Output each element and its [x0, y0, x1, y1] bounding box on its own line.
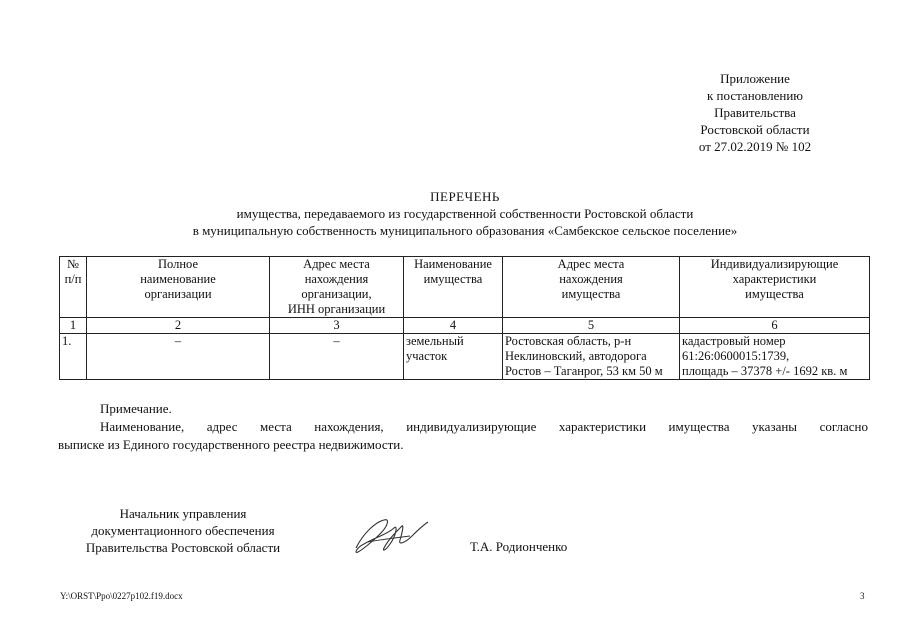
column-header: Адрес места нахождения организации, ИНН организации — [270, 257, 404, 318]
org-address-cell: – — [270, 334, 404, 380]
column-header: Индивидуализирующие характеристики имущества — [680, 257, 870, 318]
property-table — [59, 256, 870, 380]
handwritten-signature — [350, 512, 430, 562]
title-line: в муниципальную собственность муниципального образования «Самбекское сельское поселение» — [192, 223, 738, 238]
column-header: Адрес места нахождения имущества — [503, 257, 680, 318]
table-header-row — [60, 257, 870, 318]
annex-line: Правительства — [714, 105, 796, 120]
note-block — [58, 400, 868, 454]
signatory-name: Т.А. Родионченко — [470, 539, 568, 554]
page-number: 3 — [860, 591, 865, 601]
note-text: выписке из Единого государственного реестра недвижимости. — [58, 437, 404, 452]
document-title — [60, 188, 870, 239]
annex-date-number: от 27.02.2019 № 102 — [698, 139, 812, 154]
column-header: Полное наименование организации — [87, 257, 270, 318]
footer-file-path: Y:\ORST\Ppo\0227p102.f19.docx — [60, 591, 183, 601]
note-heading: Примечание. — [100, 401, 172, 416]
row-number: 1. — [60, 334, 87, 380]
note-text: Наименование, адрес места нахождения, индивидуализирующие характеристики имущества указаны согласно — [100, 419, 868, 434]
annex-line: Приложение — [720, 71, 790, 86]
table-row — [60, 334, 870, 380]
annex-line: Ростовской области — [700, 122, 810, 137]
column-number: 2 — [87, 318, 270, 334]
signatory-position: Начальник управления документационного обеспечения Правительства Ростовской области — [85, 506, 281, 555]
annex-line: к постановлению — [706, 88, 804, 103]
title-line: имущества, передаваемого из государственной собственности Ростовской области — [236, 206, 694, 221]
column-number: 6 — [680, 318, 870, 334]
org-name-cell: – — [87, 334, 270, 380]
column-number: 1 — [60, 318, 87, 334]
column-header: Наименование имущества — [404, 257, 503, 318]
column-number: 3 — [270, 318, 404, 334]
column-number: 5 — [503, 318, 680, 334]
property-name-cell: земельный участок — [404, 334, 503, 380]
characteristics-cell: кадастровый номер 61:26:0600015:1739, площадь – 37378 +/- 1692 кв. м — [680, 334, 870, 380]
title-heading: ПЕРЕЧЕНЬ — [430, 189, 500, 204]
column-number-row — [60, 318, 870, 334]
property-address-cell: Ростовская область, р-н Неклиновский, автодорога Ростов – Таганрог, 53 км 50 м — [503, 334, 680, 380]
column-header: № п/п — [60, 257, 87, 318]
annex-block — [660, 70, 850, 155]
column-number: 4 — [404, 318, 503, 334]
